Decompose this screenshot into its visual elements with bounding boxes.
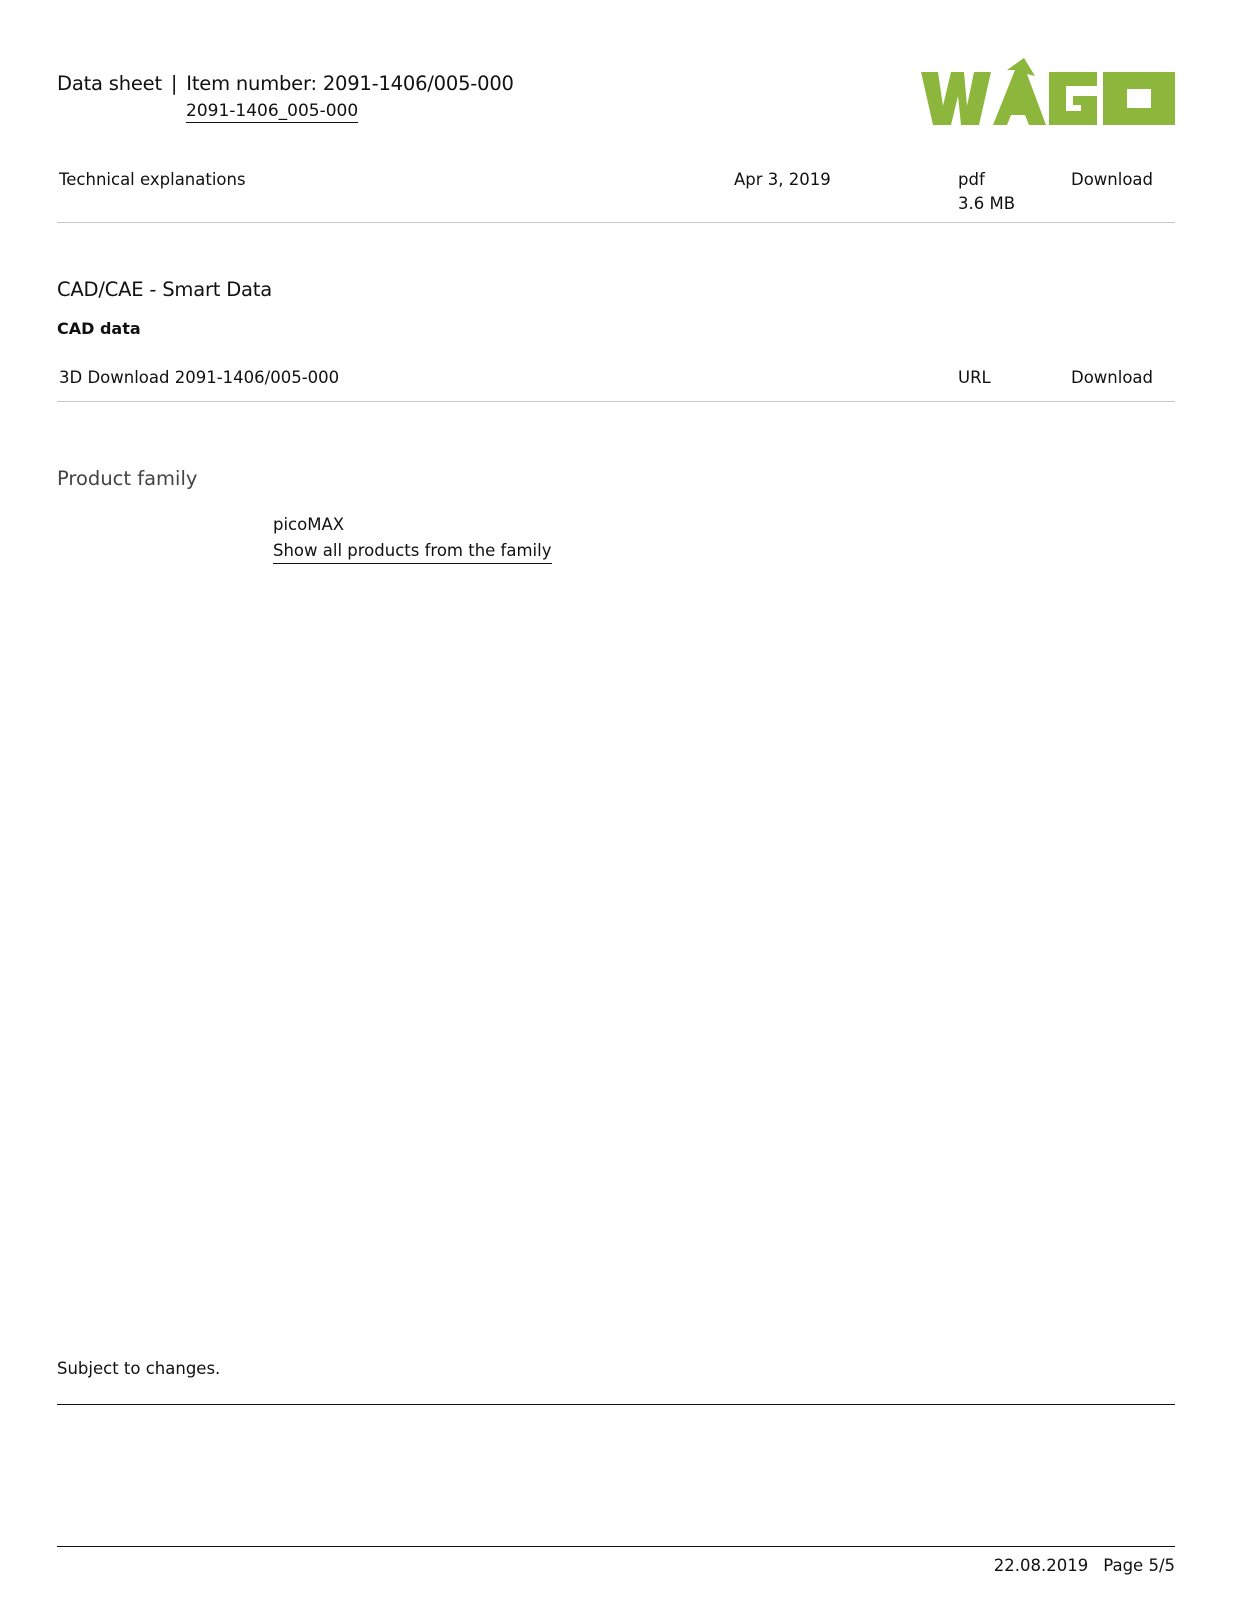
page-number: Page 5/5	[1103, 1556, 1175, 1575]
row-divider	[57, 401, 1175, 402]
subsection-title-cad-data: CAD data	[57, 319, 141, 338]
section-title-product-family: Product family	[57, 467, 198, 490]
subject-to-changes-note: Subject to changes.	[57, 1359, 221, 1378]
doc-format: pdf	[958, 170, 985, 189]
download-link[interactable]: Download	[1071, 170, 1154, 189]
item-number: Item number: 2091-1406/005-000	[186, 72, 514, 95]
footer-divider-top	[57, 1404, 1175, 1405]
title-separator: |	[170, 72, 178, 95]
doc-name: Technical explanations	[59, 170, 246, 189]
footer-date: 22.08.2019	[993, 1556, 1089, 1575]
cad-item-name: 3D Download 2091-1406/005-000	[59, 368, 340, 387]
show-family-products-link[interactable]: Show all products from the family	[273, 540, 552, 564]
doc-size: 3.6 MB	[958, 194, 1016, 213]
download-link[interactable]: Download	[1071, 368, 1154, 387]
wago-logo	[921, 58, 1175, 144]
family-name: picoMAX	[273, 515, 345, 534]
doc-type: Data sheet	[57, 72, 162, 95]
document-title	[57, 72, 514, 95]
page-footer	[994, 1556, 1175, 1575]
row-divider	[57, 222, 1175, 223]
item-file-link[interactable]: 2091-1406_005-000	[186, 101, 359, 121]
cad-item-format: URL	[958, 368, 991, 387]
section-title-cad: CAD/CAE - Smart Data	[57, 278, 272, 301]
doc-date: Apr 3, 2019	[734, 170, 831, 189]
footer-divider-bottom	[57, 1546, 1175, 1547]
